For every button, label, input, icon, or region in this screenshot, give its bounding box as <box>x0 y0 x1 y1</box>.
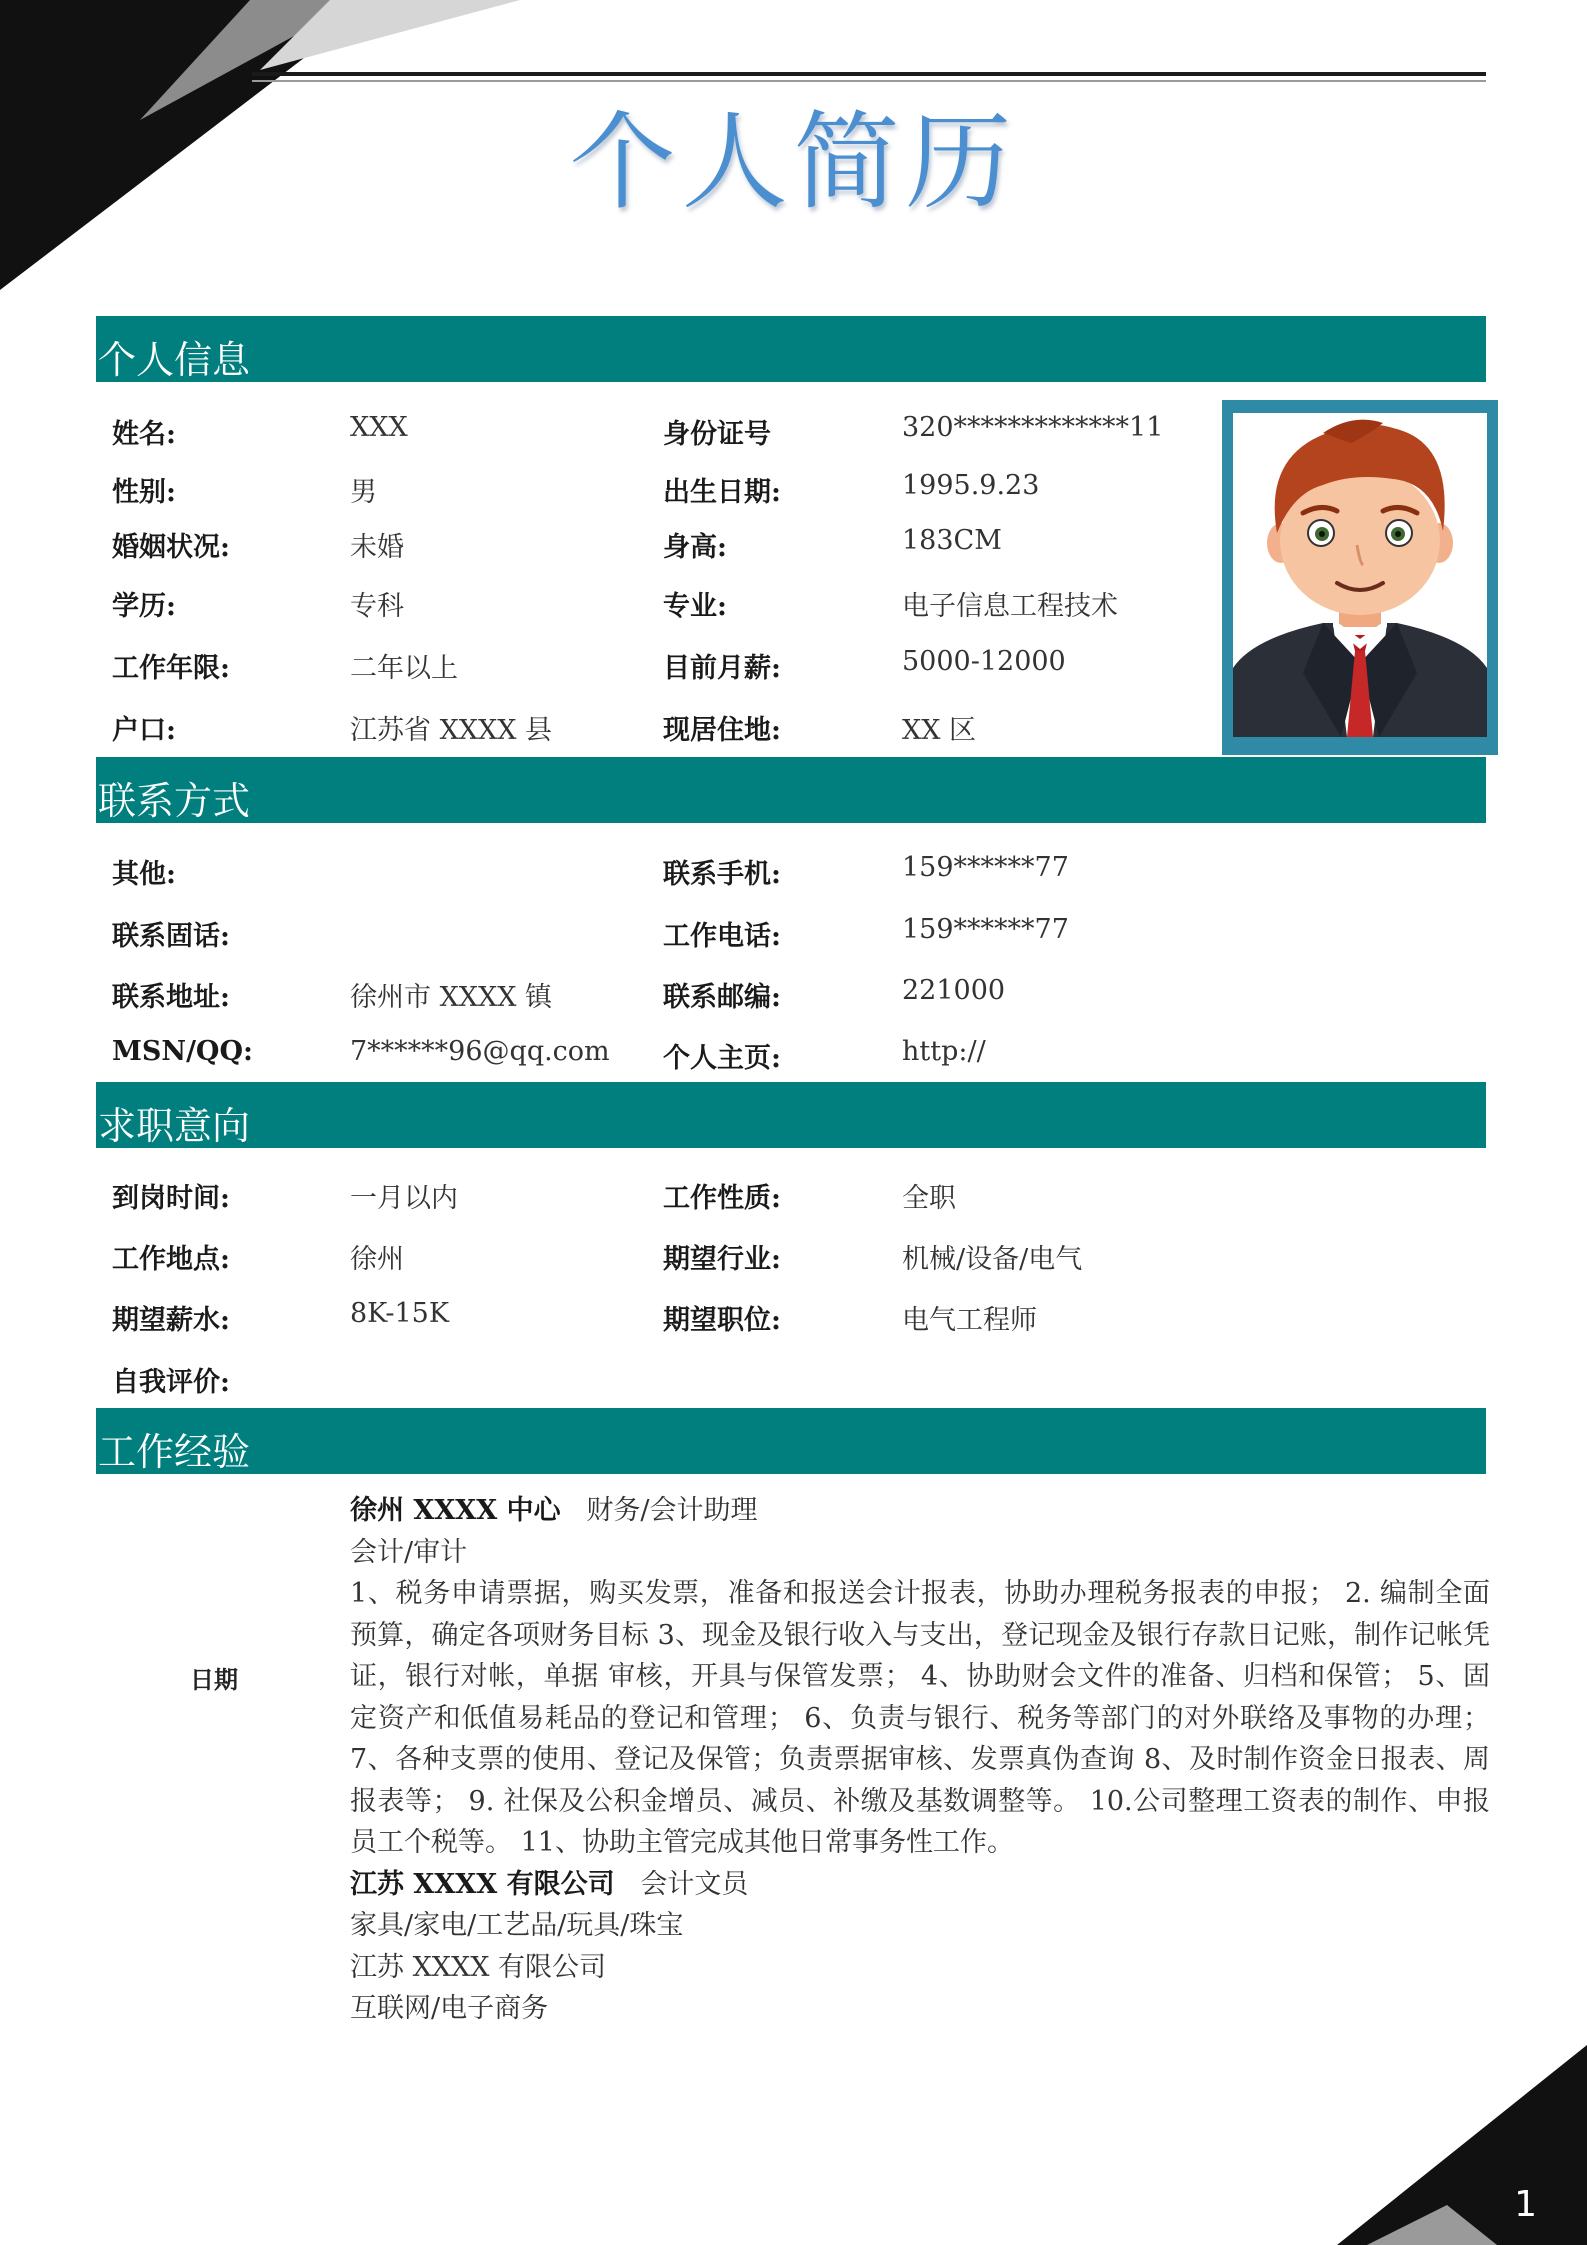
page-number: 1 <box>1514 2184 1537 2225</box>
expected-salary-label: 期望薪水: <box>112 1305 230 1336</box>
residence-value: XX 区 <box>902 715 977 746</box>
zip-label: 联系邮编: <box>663 982 781 1013</box>
gender-value: 男 <box>350 477 377 508</box>
work-phone-label: 工作电话: <box>663 921 781 952</box>
name-value: XXX <box>350 412 408 443</box>
salary-value: 5000-12000 <box>902 646 1066 677</box>
gender-label: 性别: <box>112 477 176 508</box>
start-time-label: 到岗时间: <box>112 1183 230 1214</box>
residence-label: 现居住地: <box>663 715 781 746</box>
job-company: 徐州 XXXX 中心 <box>350 1495 561 1526</box>
work-phone-value: 159******77 <box>902 914 1069 945</box>
job-entry-header <box>350 1490 1490 1532</box>
position-label: 期望职位: <box>663 1305 781 1336</box>
hukou-label: 户口: <box>112 715 176 746</box>
job-industry: 互联网/电子商务 <box>350 1993 549 2024</box>
self-evaluation-label: 自我评价: <box>112 1367 230 1398</box>
name-label: 姓名: <box>112 419 176 450</box>
homepage-value: http:// <box>902 1036 986 1067</box>
mobile-value: 159******77 <box>902 852 1069 883</box>
birth-label: 出生日期: <box>663 477 781 508</box>
height-label: 身高: <box>663 532 727 563</box>
job-industry: 家具/家电/工艺品/玩具/珠宝 <box>350 1910 684 1941</box>
avatar <box>1233 413 1487 737</box>
qq-value: 7******96@qq.com <box>350 1036 610 1067</box>
work-years-label: 工作年限: <box>112 653 230 684</box>
job-description: 1、税务申请票据，购买发票，准备和报送会计报表，协助办理税务报表的申报； 2. 编制全面预算，确定各项财务目标 3、现金及银行收入与支出，登记现金及银行存款日记账，制作记帐凭证，银行对帐，单据 审核，开具与保管发票； 4、协助财会文件的准备、归档和保管； 5、固定资产和低值易耗品的登记和管理； 6、负责与银行、税务等部门的对外联络及事物的办理；7、各种支票的使用、登记及保管；负责票据审核、发票真伪查询 8、及时制作资金日报表、周报表等； 9. 社保及公积金增员、减员、补缴及基数调整等。 10.公司整理工资表的制作、申报员工个税等。 11、协助主管完成其他日常事务性工作。 <box>350 1578 1490 1858</box>
homepage-label: 个人主页: <box>663 1043 781 1074</box>
job-company: 江苏 XXXX 有限公司 <box>350 1951 607 1983</box>
section-header-intent: 求职意向 <box>96 1082 1486 1148</box>
major-label: 专业: <box>663 591 727 622</box>
hukou-value: 江苏省 XXXX 县 <box>350 715 553 746</box>
job-nature-label: 工作性质: <box>663 1183 781 1214</box>
work-location-label: 工作地点: <box>112 1244 230 1275</box>
industry-value: 机械/设备/电气 <box>902 1244 1083 1275</box>
work-location-value: 徐州 <box>350 1244 404 1275</box>
id-label: 身份证号 <box>663 419 771 450</box>
landline-label: 联系固话: <box>112 921 230 952</box>
job-nature-value: 全职 <box>902 1183 956 1214</box>
page-title: 个人简历 <box>569 101 1018 224</box>
job-industry: 会计/审计 <box>350 1536 468 1568</box>
address-value: 徐州市 XXXX 镇 <box>350 982 553 1013</box>
address-label: 联系地址: <box>112 982 230 1013</box>
position-value: 电气工程师 <box>902 1305 1037 1336</box>
job-title: 会计文员 <box>640 1868 749 1900</box>
education-value: 专科 <box>350 591 404 622</box>
expected-salary-value: 8K-15K <box>350 1298 450 1329</box>
section-header-personal: 个人信息 <box>96 316 1486 382</box>
start-time-value: 一月以内 <box>350 1183 458 1214</box>
top-rule <box>252 72 1486 76</box>
height-value: 183CM <box>902 525 1002 556</box>
other-label: 其他: <box>112 859 176 890</box>
education-label: 学历: <box>112 591 176 622</box>
job-title: 财务/会计助理 <box>586 1495 758 1526</box>
job-entry-header <box>350 1864 1490 1906</box>
zip-value: 221000 <box>902 975 1006 1006</box>
salary-label: 目前月薪: <box>663 653 781 684</box>
marital-value: 未婚 <box>350 532 404 563</box>
section-header-experience: 工作经验 <box>96 1408 1486 1474</box>
profile-photo-frame <box>1222 400 1498 755</box>
experience-list <box>350 1490 1490 2030</box>
birth-value: 1995.9.23 <box>902 470 1040 501</box>
mobile-label: 联系手机: <box>663 859 781 890</box>
experience-date: 日期 <box>190 1665 238 1694</box>
job-company: 江苏 XXXX 有限公司 <box>350 1868 615 1900</box>
marital-label: 婚姻状况: <box>112 532 230 563</box>
work-years-value: 二年以上 <box>350 653 458 684</box>
major-value: 电子信息工程技术 <box>902 591 1118 622</box>
section-header-contact: 联系方式 <box>96 757 1486 823</box>
id-value: 320*************11 <box>902 412 1164 443</box>
qq-label: MSN/QQ: <box>112 1036 253 1067</box>
industry-label: 期望行业: <box>663 1244 781 1275</box>
